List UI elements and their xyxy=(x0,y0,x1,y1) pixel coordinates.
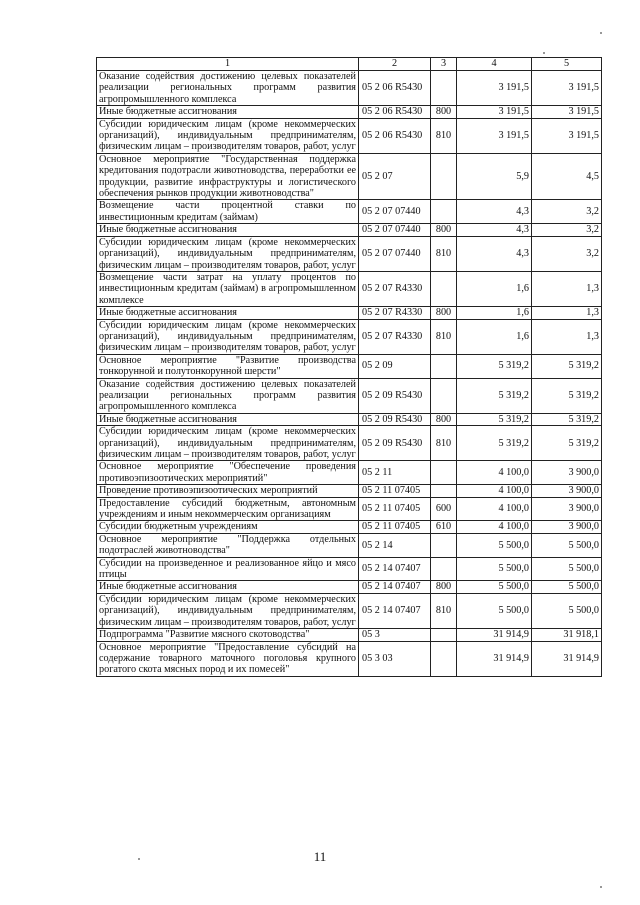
row-expense-type-cell xyxy=(431,461,457,485)
row-amount-cell: 1,3 xyxy=(532,271,602,306)
row-code-cell: 05 2 07 R4330 xyxy=(359,307,431,319)
table-row xyxy=(97,557,602,581)
row-amount-cell: 5 500,0 xyxy=(532,557,602,581)
row-name-cell: Субсидии юридическим лицам (кроме некоммерческих организаций), индивидуальным предпринимателям, физическим лицам – производителям товаров, работ, услуг xyxy=(97,118,359,153)
row-code-cell: 05 2 07 07440 xyxy=(359,236,431,271)
row-name-cell: Субсидии юридическим лицам (кроме некоммерческих организаций), индивидуальным предпринимателям, физическим лицам – производителям товаров, работ, услуг xyxy=(97,236,359,271)
row-amount-cell: 3 191,5 xyxy=(532,118,602,153)
row-code-cell: 05 2 14 07407 xyxy=(359,581,431,593)
table-row xyxy=(97,271,602,306)
table-row xyxy=(97,533,602,557)
row-amount-cell: 5 500,0 xyxy=(457,533,532,557)
row-code-cell: 05 2 09 R5430 xyxy=(359,426,431,461)
table-row xyxy=(97,71,602,106)
row-name-cell: Иные бюджетные ассигнования xyxy=(97,224,359,236)
row-amount-cell: 5 500,0 xyxy=(457,593,532,628)
row-code-cell: 05 2 07 xyxy=(359,153,431,200)
row-amount-cell: 31 918,1 xyxy=(532,629,602,641)
table-row xyxy=(97,485,602,497)
table-row xyxy=(97,200,602,224)
row-amount-cell: 1,3 xyxy=(532,319,602,354)
table-row xyxy=(97,354,602,378)
row-amount-cell: 3,2 xyxy=(532,200,602,224)
row-expense-type-cell xyxy=(431,271,457,306)
budget-table xyxy=(96,57,602,677)
row-amount-cell: 1,3 xyxy=(532,307,602,319)
row-name-cell: Основное мероприятие "Обеспечение проведения противоэпизоотических мероприятий" xyxy=(97,461,359,485)
row-code-cell: 05 2 09 R5430 xyxy=(359,378,431,413)
row-amount-cell: 4,3 xyxy=(457,200,532,224)
row-code-cell: 05 3 xyxy=(359,629,431,641)
header-cell: 2 xyxy=(359,58,431,71)
table-row xyxy=(97,378,602,413)
row-expense-type-cell xyxy=(431,641,457,676)
row-name-cell: Основное мероприятие "Развитие производства тонкорунной и полутонкорунной шерсти" xyxy=(97,354,359,378)
row-name-cell: Основное мероприятие "Предоставление субсидий на содержание товарного маточного поголовья крупного рогатого скота мясных пород и их помесей" xyxy=(97,641,359,676)
row-amount-cell: 5 319,2 xyxy=(532,378,602,413)
row-expense-type-cell: 800 xyxy=(431,307,457,319)
row-code-cell: 05 2 07 07440 xyxy=(359,200,431,224)
row-code-cell: 05 2 06 R5430 xyxy=(359,71,431,106)
table-row xyxy=(97,319,602,354)
row-code-cell: 05 2 14 07407 xyxy=(359,593,431,628)
row-code-cell: 05 2 11 07405 xyxy=(359,521,431,533)
row-amount-cell: 31 914,9 xyxy=(457,629,532,641)
row-code-cell: 05 2 06 R5430 xyxy=(359,118,431,153)
row-amount-cell: 3 191,5 xyxy=(457,71,532,106)
row-expense-type-cell: 800 xyxy=(431,581,457,593)
row-amount-cell: 3,2 xyxy=(532,236,602,271)
row-amount-cell: 1,6 xyxy=(457,319,532,354)
header-cell: 4 xyxy=(457,58,532,71)
header-cell: 5 xyxy=(532,58,602,71)
row-code-cell: 05 2 09 xyxy=(359,354,431,378)
row-expense-type-cell xyxy=(431,485,457,497)
row-expense-type-cell: 600 xyxy=(431,497,457,521)
row-code-cell: 05 3 03 xyxy=(359,641,431,676)
row-amount-cell: 5 319,2 xyxy=(532,354,602,378)
row-name-cell: Оказание содействия достижению целевых показателей реализации региональных программ развития агропромышленного комплекса xyxy=(97,378,359,413)
row-name-cell: Субсидии бюджетным учреждениям xyxy=(97,521,359,533)
row-amount-cell: 4 100,0 xyxy=(457,485,532,497)
row-name-cell: Субсидии юридическим лицам (кроме некоммерческих организаций), индивидуальным предпринимателям, физическим лицам – производителям товаров, работ, услуг xyxy=(97,319,359,354)
row-code-cell: 05 2 14 07407 xyxy=(359,557,431,581)
table-row xyxy=(97,521,602,533)
row-amount-cell: 5 500,0 xyxy=(532,533,602,557)
row-name-cell: Возмещение части процентной ставки по инвестиционным кредитам (займам) xyxy=(97,200,359,224)
header-cell: 3 xyxy=(431,58,457,71)
table-header-row xyxy=(97,58,602,71)
row-expense-type-cell xyxy=(431,200,457,224)
row-expense-type-cell xyxy=(431,378,457,413)
row-expense-type-cell: 810 xyxy=(431,236,457,271)
row-expense-type-cell xyxy=(431,533,457,557)
row-amount-cell: 5 500,0 xyxy=(532,593,602,628)
row-expense-type-cell xyxy=(431,629,457,641)
row-amount-cell: 5 319,2 xyxy=(457,354,532,378)
row-name-cell: Проведение противоэпизоотических мероприятий xyxy=(97,485,359,497)
row-amount-cell: 3 900,0 xyxy=(532,521,602,533)
row-amount-cell: 4 100,0 xyxy=(457,497,532,521)
row-name-cell: Иные бюджетные ассигнования xyxy=(97,106,359,118)
row-amount-cell: 5 500,0 xyxy=(532,581,602,593)
row-expense-type-cell: 800 xyxy=(431,106,457,118)
row-amount-cell: 31 914,9 xyxy=(457,641,532,676)
table-row xyxy=(97,641,602,676)
row-name-cell: Субсидии юридическим лицам (кроме некоммерческих организаций), индивидуальным предпринимателям, физическим лицам – производителям товаров, работ, услуг xyxy=(97,426,359,461)
row-expense-type-cell: 800 xyxy=(431,224,457,236)
row-expense-type-cell: 810 xyxy=(431,118,457,153)
row-code-cell: 05 2 07 R4330 xyxy=(359,319,431,354)
table-row xyxy=(97,224,602,236)
table-row xyxy=(97,461,602,485)
row-amount-cell: 3 191,5 xyxy=(457,106,532,118)
scan-speck xyxy=(138,858,140,860)
row-amount-cell: 5 319,2 xyxy=(457,378,532,413)
row-amount-cell: 3,2 xyxy=(532,224,602,236)
row-code-cell: 05 2 11 xyxy=(359,461,431,485)
row-code-cell: 05 2 11 07405 xyxy=(359,485,431,497)
table-row xyxy=(97,413,602,425)
table-row xyxy=(97,106,602,118)
row-amount-cell: 5,9 xyxy=(457,153,532,200)
row-expense-type-cell xyxy=(431,557,457,581)
row-amount-cell: 5 319,2 xyxy=(457,426,532,461)
row-amount-cell: 5 319,2 xyxy=(532,426,602,461)
row-name-cell: Оказание содействия достижению целевых показателей реализации региональных программ развития агропромышленного комплекса xyxy=(97,71,359,106)
table-row xyxy=(97,593,602,628)
row-amount-cell: 3 191,5 xyxy=(457,118,532,153)
row-code-cell: 05 2 14 xyxy=(359,533,431,557)
row-amount-cell: 3 191,5 xyxy=(532,71,602,106)
row-amount-cell: 5 319,2 xyxy=(457,413,532,425)
row-name-cell: Иные бюджетные ассигнования xyxy=(97,307,359,319)
row-amount-cell: 3 900,0 xyxy=(532,497,602,521)
row-expense-type-cell xyxy=(431,71,457,106)
table-row xyxy=(97,118,602,153)
row-name-cell: Иные бюджетные ассигнования xyxy=(97,581,359,593)
row-code-cell: 05 2 09 R5430 xyxy=(359,413,431,425)
row-amount-cell: 4,5 xyxy=(532,153,602,200)
table-row xyxy=(97,307,602,319)
row-amount-cell: 5 500,0 xyxy=(457,557,532,581)
scan-speck xyxy=(600,32,602,34)
table-row xyxy=(97,497,602,521)
row-amount-cell: 4 100,0 xyxy=(457,461,532,485)
table-row xyxy=(97,426,602,461)
row-expense-type-cell: 800 xyxy=(431,413,457,425)
row-code-cell: 05 2 07 R4330 xyxy=(359,271,431,306)
row-amount-cell: 1,6 xyxy=(457,271,532,306)
row-expense-type-cell: 810 xyxy=(431,593,457,628)
row-code-cell: 05 2 07 07440 xyxy=(359,224,431,236)
row-code-cell: 05 2 11 07405 xyxy=(359,497,431,521)
row-name-cell: Субсидии юридическим лицам (кроме некоммерческих организаций), индивидуальным предпринимателям, физическим лицам – производителям товаров, работ, услуг xyxy=(97,593,359,628)
table-row xyxy=(97,629,602,641)
row-name-cell: Субсидии на произведенное и реализованное яйцо и мясо птицы xyxy=(97,557,359,581)
row-name-cell: Иные бюджетные ассигнования xyxy=(97,413,359,425)
row-expense-type-cell xyxy=(431,153,457,200)
row-amount-cell: 4,3 xyxy=(457,236,532,271)
table-row xyxy=(97,581,602,593)
scan-speck xyxy=(543,52,545,54)
row-amount-cell: 4,3 xyxy=(457,224,532,236)
table-row xyxy=(97,236,602,271)
row-name-cell: Возмещение части затрат на уплату процентов по инвестиционным кредитам (займам) в агропромышленном комплексе xyxy=(97,271,359,306)
row-expense-type-cell xyxy=(431,354,457,378)
row-expense-type-cell: 810 xyxy=(431,319,457,354)
row-amount-cell: 5 319,2 xyxy=(532,413,602,425)
row-amount-cell: 3 900,0 xyxy=(532,461,602,485)
row-expense-type-cell: 810 xyxy=(431,426,457,461)
row-name-cell: Подпрограмма "Развитие мясного скотоводства" xyxy=(97,629,359,641)
row-name-cell: Основное мероприятие "Поддержка отдельных подотраслей животноводства" xyxy=(97,533,359,557)
scan-speck xyxy=(600,886,602,888)
row-amount-cell: 31 914,9 xyxy=(532,641,602,676)
row-name-cell: Предоставление субсидий бюджетным, автономным учреждениям и иным некоммерческим организациям xyxy=(97,497,359,521)
row-name-cell: Основное мероприятие "Государственная поддержка кредитования подотрасли животноводства, переработки ее продукции, развитие инфраструктуры и логистического обеспечения рынков продукции животноводства" xyxy=(97,153,359,200)
row-amount-cell: 4 100,0 xyxy=(457,521,532,533)
table-row xyxy=(97,153,602,200)
row-expense-type-cell: 610 xyxy=(431,521,457,533)
row-amount-cell: 5 500,0 xyxy=(457,581,532,593)
row-code-cell: 05 2 06 R5430 xyxy=(359,106,431,118)
header-cell: 1 xyxy=(97,58,359,71)
page-number: 11 xyxy=(313,849,327,864)
row-amount-cell: 3 900,0 xyxy=(532,485,602,497)
row-amount-cell: 3 191,5 xyxy=(532,106,602,118)
row-amount-cell: 1,6 xyxy=(457,307,532,319)
